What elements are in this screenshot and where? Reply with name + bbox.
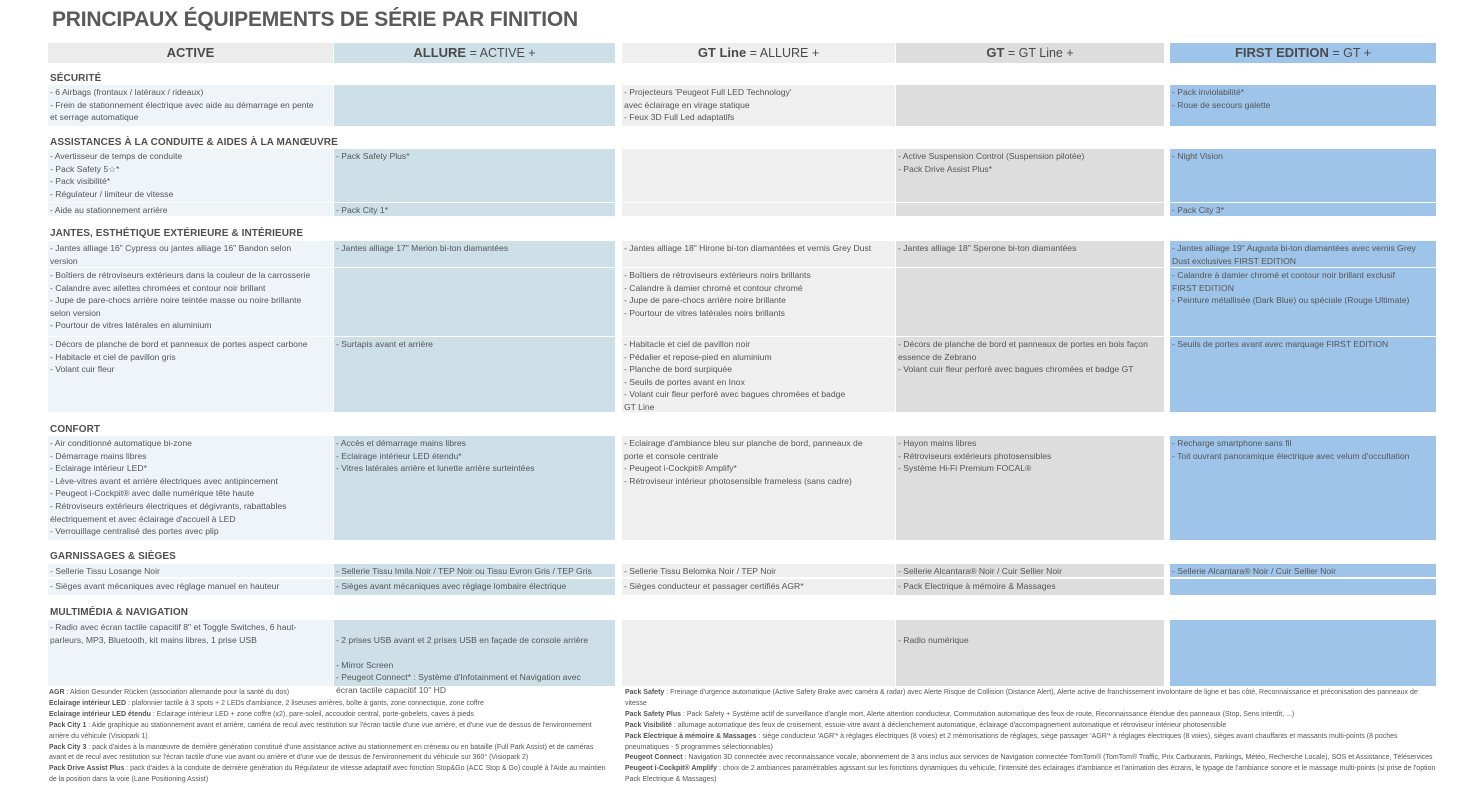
cell-jantes2-allure — [334, 268, 615, 336]
footnote: Peugeot Connect : Navigation 3D connectée avec reconnaissance vocale, abonnement de 3 ans inclus aux services de Navigation connectée TomTom® (TomTom® Traffic, Prix Carburants, Parkings, Météo, Recherche Locale), SOS et Assistance, Téléservices — [625, 754, 1433, 762]
cell-multi-allure: - 2 prises USB avant et 2 prises USB en façade de console arrière - Mirror Screen - Peugeot Connect* : Système d'Infotainment et Navigation avec écran tactile capacitif 10" HD — [334, 620, 615, 686]
cell-multi-gt: - Radio numérique — [896, 620, 1164, 686]
footnote: Pack City 1 : Aide graphique au stationnement avant et arrière, caméra de recul avec restitution sur l'écran tactile d'une vue arrière, et d'une vue de dessus de l'environnement arrière du véhicule (Visiopark 1) — [49, 721, 592, 740]
cell-jantes3-first: - Seuils de portes avant avec marquage FIRST EDITION — [1170, 337, 1436, 412]
cell-securite-gtline: - Projecteurs 'Peugeot Full LED Technology' avec éclairage en virage statique - Feux 3D Full Led adaptatifs — [622, 85, 895, 126]
cell-confort-gtline: - Eclairage d'ambiance bleu sur planche de bord, panneaux de porte et console centrale - Peugeot i-Cockpit® Amplify* - Rétroviseur intérieur photosensible frameless (sans cadre) — [622, 436, 895, 540]
cell-jantes3-gtline: - Habitacle et ciel de pavillon noir - Pédalier et repose-pied en aluminium - Planche de bord surpiquée - Seuils de portes avant en Inox - Volant cuir fleur perforé avec bagues chromées et badge GT Line — [622, 337, 895, 412]
cell-jantes1-gtline: - Jantes alliage 18" Hirone bi-ton diamantées et vernis Grey Dust — [622, 241, 895, 267]
column-header-active: ACTIVE — [48, 43, 333, 63]
cell-assist1-gtline — [622, 149, 895, 202]
footnotes-left — [49, 688, 612, 786]
cell-multi-active: - Radio avec écran tactile capacitif 8" et Toggle Switches, 6 haut- parleurs, MP3, Bluetooth, kit mains libres, 1 prise USB — [48, 620, 333, 686]
cell-securite-active: - 6 Airbags (frontaux / latéraux / rideaux) - Frein de stationnement électrique avec aide au démarrage en pente et serrage automatique — [48, 85, 333, 126]
cell-garn1-active: - Sellerie Tissu Losange Noir — [48, 564, 333, 577]
cell-garn2-first — [1170, 579, 1436, 595]
cell-multi-first — [1170, 620, 1436, 686]
section-title-confort: CONFORT — [50, 424, 101, 435]
cell-garn2-active: - Sièges avant mécaniques avec réglage manuel en hauteur — [48, 579, 333, 595]
cell-jantes2-gtline: - Boîtiers de rétroviseurs extérieurs noirs brillants - Calandre à damier chromé et contour chromé - Jupe de pare-chocs arrière noire brillante - Pourtour de vitres latérales noirs brillants — [622, 268, 895, 336]
section-title-multimedia: MULTIMÉDIA & NAVIGATION — [50, 607, 189, 618]
cell-assist1-first: - Night Vision — [1170, 149, 1436, 202]
footnote: AGR : Aktion Gesunder Rücken (association allemande pour la santé du dos) — [49, 689, 290, 696]
cell-jantes3-active: - Décors de planche de bord et panneaux de portes aspect carbone - Habitacle et ciel de pavillon gris - Volant cuir fleur — [48, 337, 333, 412]
column-header-first-edition: FIRST EDITION = GT + — [1170, 43, 1436, 63]
footnote: Pack Drive Assist Plus : pack d'aides à la conduite de dernière génération du Régulateur de vitesse adaptatif avec fonction Stop&Go (ACC Stop & Go) couplé à l'Aide au maintien de la position dans la voie (Lane Positioning Assist) — [49, 765, 606, 784]
cell-garn1-gt: - Sellerie Alcantara® Noir / Cuir Sellier Noir — [896, 564, 1164, 577]
footnote: Pack Safety : Freinage d'urgence automatique (Active Safety Brake avec caméra & radar) avec Alerte Risque de Collision (Distance Alert), Alerte active de franchissement involontaire de ligne et bas côté, Reconnaissance et préconisation des panneaux de vitesse — [625, 689, 1418, 707]
cell-assist1-gt: - Active Suspension Control (Suspension pilotée) - Pack Drive Assist Plus* — [896, 149, 1164, 202]
footnote: Eclairage intérieur LED : plafonnier tactile à 3 spots + 2 LEDs d'ambiance, 2 liseuses arrières, boîte à gants, zone connectique, zone coffre — [49, 699, 484, 707]
cell-assist1-active: - Avertisseur de temps de conduite - Pack Safety 5☆* - Pack visibilité* - Régulateur / limiteur de vitesse — [48, 149, 333, 202]
cell-jantes1-allure: - Jantes alliage 17" Merion bi-ton diamantées — [334, 241, 615, 267]
page-title: PRINCIPAUX ÉQUIPEMENTS DE SÉRIE PAR FINITION — [52, 8, 578, 31]
section-title-garnissages: GARNISSAGES & SIÈGES — [50, 551, 176, 562]
cell-jantes3-allure: - Surtapis avant et arrière — [334, 337, 615, 412]
cell-securite-allure — [334, 85, 615, 126]
cell-confort-gt: - Hayon mains libres - Rétroviseurs extérieurs photosensibles - Système Hi-Fi Premium FOCAL® — [896, 436, 1164, 540]
footnote: Pack Electrique à mémoire & Massages : siège conducteur 'AGR'* à réglages électriques (8 voies) et 2 mémorisations de réglages, siège passager 'AGR'* à réglages électriques (8 voies), sièges avant chauffants et massants multi-points (8 poches pneumatiques - 5 programmes sélectionnables) — [625, 732, 1398, 751]
cell-garn1-gtline: - Sellerie Tissu Belomka Noir / TEP Noir — [622, 564, 895, 577]
cell-garn1-first: - Sellerie Alcantara® Noir / Cuir Sellier Noir — [1170, 564, 1436, 577]
cell-securite-first: - Pack inviolabilité* - Roue de secours galette — [1170, 85, 1436, 126]
footnote: Pack City 3 : pack d'aides à la manœuvre de dernière génération constitué d'une assistance active au stationnement en créneau ou en bataille (Full Park Assist) et de caméras avant et de recul avec restitution sur l'écran tactile d'une vue avant ou arrière et d'une vue de dessus de l'environnement du véhicule sur 360° (Visiopark 2) — [49, 743, 594, 762]
cell-jantes2-active: - Boîtiers de rétroviseurs extérieurs dans la couleur de la carrosserie - Calandre avec ailettes chromées et contour noir brillant - Jupe de pare-chocs arrière noire teintée masse ou noire brillante selon version - Pourtour de vitres latérales en aluminium — [48, 268, 333, 336]
cell-confort-first: - Recharge smartphone sans fil - Toit ouvrant panoramique électrique avec velum d'occultation — [1170, 436, 1436, 540]
column-header-gt: GT = GT Line + — [896, 43, 1164, 63]
footnote: Peugeot i-Cockpit® Amplify : choix de 2 ambiances paramétrables agissant sur les fonctions dynamiques du véhicule, l'intensité des éclairages d'ambiance et l'animation des écrans, le typage de l'ambiance sonore et le massage multi-points (si prise de l'option Pack Electrique & Massages) — [625, 765, 1436, 784]
cell-jantes2-gt — [896, 268, 1164, 336]
cell-securite-gt — [896, 85, 1164, 126]
cell-assist2-active: - Aide au stationnement arrière — [48, 203, 333, 216]
footnotes-right — [625, 688, 1436, 786]
cell-garn1-allure: - Sellerie Tissu Imila Noir / TEP Noir ou Tissu Evron Gris / TEP Gris — [334, 564, 615, 577]
cell-jantes1-first: - Jantes alliage 19" Augusta bi-ton diamantées avec vernis Grey Dust exclusives FIRST EDITION — [1170, 241, 1436, 267]
section-title-jantes: JANTES, ESTHÉTIQUE EXTÉRIEURE & INTÉRIEURE — [50, 228, 304, 239]
cell-assist2-first: - Pack City 3* — [1170, 203, 1436, 216]
cell-multi-gtline — [622, 620, 895, 686]
section-title-securite: SÉCURITÉ — [50, 73, 102, 84]
cell-assist2-allure: - Pack City 1* — [334, 203, 615, 216]
cell-garn2-allure: - Sièges avant mécaniques avec réglage lombaire électrique — [334, 579, 615, 595]
cell-jantes2-first: - Calandre à damier chromé et contour noir brillant exclusif FIRST EDITION - Peinture métallisée (Dark Blue) ou spéciale (Rouge Ultimate) — [1170, 268, 1436, 336]
cell-assist2-gtline — [622, 203, 895, 216]
cell-confort-active: - Air conditionné automatique bi-zone - Démarrage mains libres - Eclairage intérieur LED* - Lève-vitres avant et arrière électriques avec antipincement - Peugeot i-Cockpit® avec dalle numérique tête haute - Rétroviseurs extérieurs électriques et dégivrants, rabattables électriquement et avec éclairage d'accueil à LED - Verrouillage centralisé des portes avec plip — [48, 436, 333, 540]
cell-assist2-gt — [896, 203, 1164, 216]
footnote: Pack Safety Plus : Pack Safety + Système actif de surveillance d'angle mort, Alerte attention conducteur, Commutation automatique des feux de route, Reconnaissance étendue des panneaux (Stop, Sens interdit, ...) — [625, 710, 1295, 718]
footnote: Pack Visibilité : allumage automatique des feux de croisement, essuie-vitre avant à déclenchement automatique, éclairage d'accompagnement automatique et rétroviseur intérieur photosensible — [625, 721, 1227, 729]
cell-jantes1-gt: - Jantes alliage 18" Sperone bi-ton diamantées — [896, 241, 1164, 267]
cell-assist1-allure: - Pack Safety Plus* — [334, 149, 615, 202]
section-title-assistances: ASSISTANCES À LA CONDUITE & AIDES À LA MANŒUVRE — [50, 137, 338, 148]
cell-jantes1-active: - Jantes alliage 16" Cypress ou jantes alliage 16" Bandon selon version — [48, 241, 333, 267]
cell-jantes3-gt: - Décors de planche de bord et panneaux de portes en bois façon essence de Zebrano - Volant cuir fleur perforé avec bagues chromées et badge GT — [896, 337, 1164, 412]
footnote: Eclairage intérieur LED étendu : Eclairage intérieur LED + zone coffre (x2), pare-soleil, accoudoir central, porte-gobelets, caves à pieds — [49, 710, 474, 718]
column-header-gtline: GT Line = ALLURE + — [622, 43, 895, 63]
cell-garn2-gt: - Pack Electrique à mémoire & Massages — [896, 579, 1164, 595]
cell-confort-allure: - Accès et démarrage mains libres - Eclairage intérieur LED étendu* - Vitres latérales arrière et lunette arrière surteintées — [334, 436, 615, 540]
cell-garn2-gtline: - Sièges conducteur et passager certifiés AGR* — [622, 579, 895, 595]
column-header-allure: ALLURE = ACTIVE + — [334, 43, 615, 63]
